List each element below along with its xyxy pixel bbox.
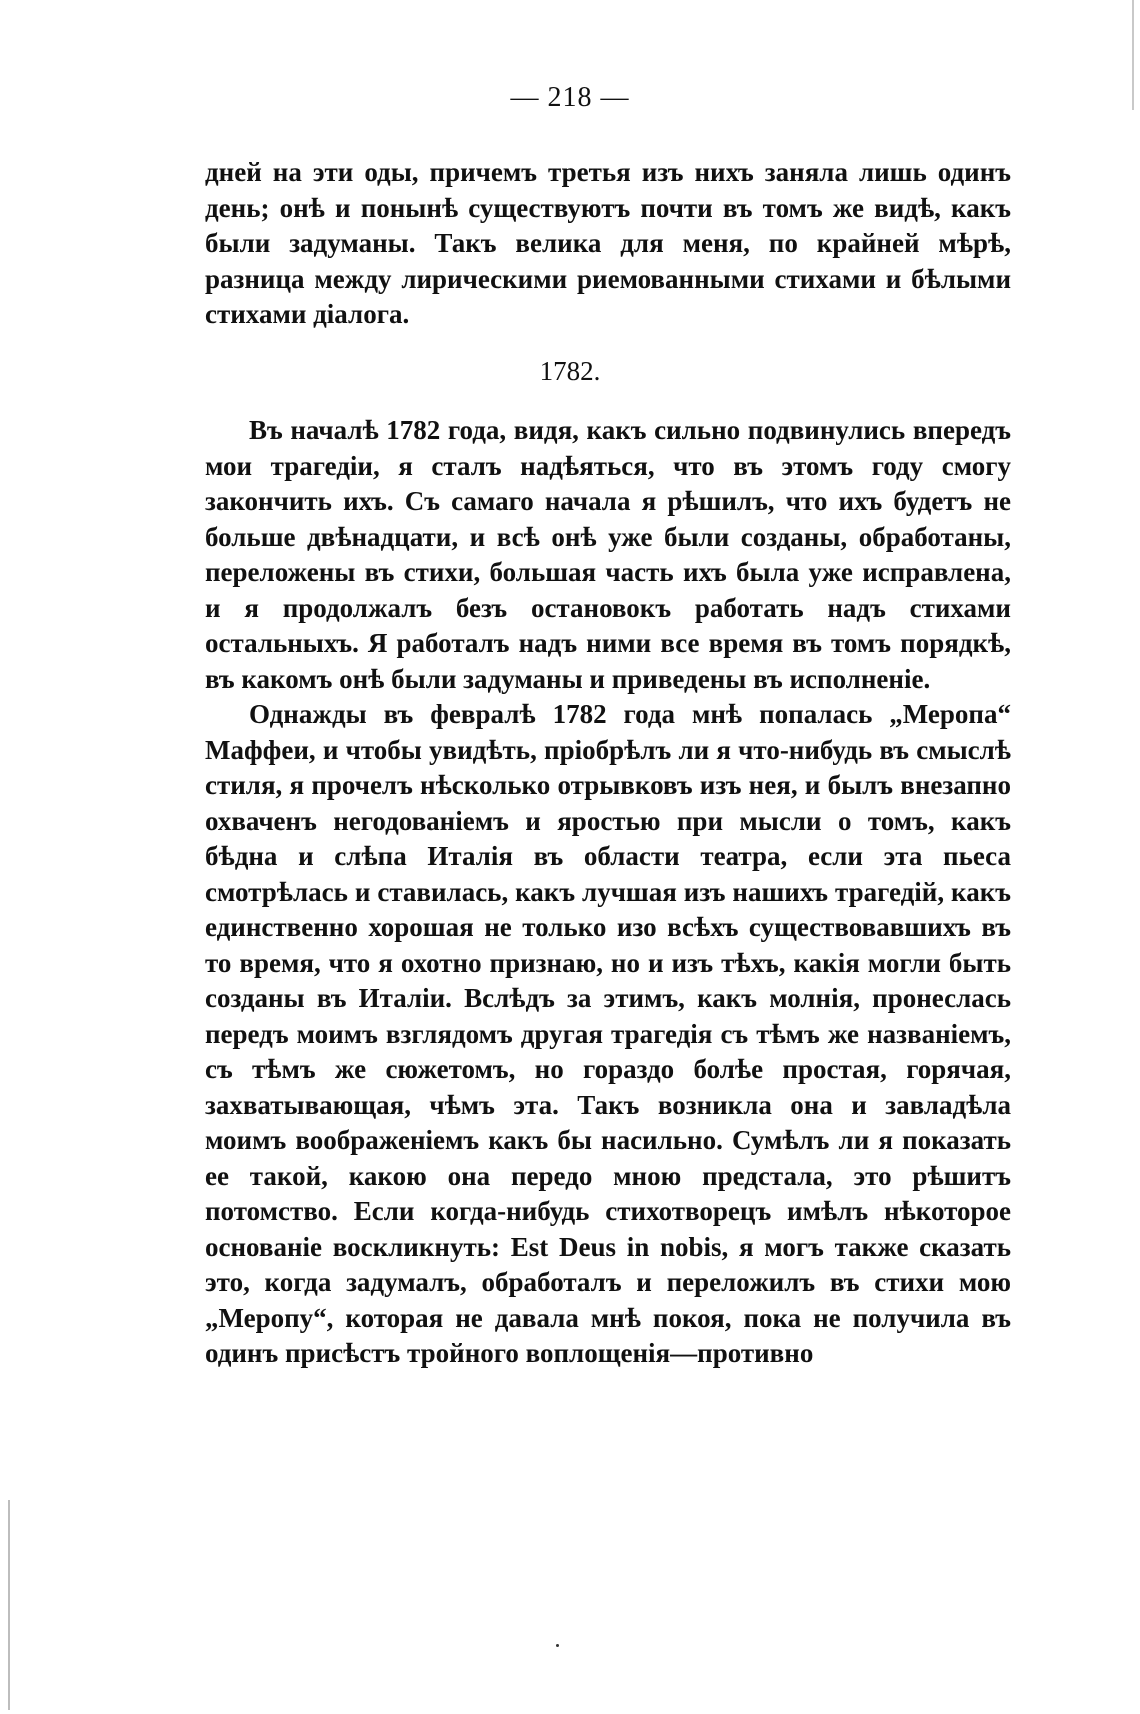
scan-speck — [556, 1644, 559, 1647]
scan-edge-line-left — [8, 1500, 10, 1710]
year-heading: 1782. — [539, 356, 601, 386]
main-text-block — [205, 413, 1011, 1372]
continued-paragraph: дней на эти оды, причемъ третья изъ нихъ заняла лишь одинъ день; онѣ и понынѣ существуютъ почти въ томъ же видѣ, какъ были задуманы. Такъ велика для меня, по крайней мѣрѣ, разница между лирическими риемованными стихами и бѣлыми стихами діалога. — [205, 157, 1011, 329]
paragraph-1: Въ началѣ 1782 года, видя, какъ сильно подвинулись впередъ мои трагедіи, я сталъ надѣяться, что въ этомъ году смогу закончить ихъ. Съ самаго начала я рѣшилъ, что ихъ будетъ не больше двѣнадцати, и всѣ онѣ уже были созданы, обработаны, переложены въ стихи, большая часть ихъ была уже исправлена, и я продолжалъ безъ остановокъ работать надъ стихами остальныхъ. Я работалъ надъ ними все время въ томъ порядкѣ, въ какомъ онѣ были задуманы и приведены въ исполненіе. — [205, 415, 1011, 694]
paragraph-2: Однажды въ февралѣ 1782 года мнѣ попалась „Меропа“ Маффеи, и чтобы увидѣть, пріобрѣлъ ли я что-нибудь въ смыслѣ стиля, я прочелъ нѣсколько отрывковъ изъ нея, и былъ внезапно охваченъ негодованіемъ и яростью при мысли о томъ, какъ бѣдна и слѣпа Италія въ области театра, если эта пьеса смотрѣлась и ставилась, какъ лучшая изъ нашихъ трагедій, какъ единственно хорошая не только изо всѣхъ существовавшихъ въ то время, что я охотно признаю, но и изъ тѣхъ, какія могли быть созданы въ Италіи. Вслѣдъ за этимъ, какъ молнія, пронеслась передъ моимъ взглядомъ другая трагедія съ тѣмъ же названіемъ, съ тѣмъ же сюжетомъ, но гораздо болѣе простая, горячая, захватывающая, чѣмъ эта. Такъ возникла она и завладѣла моимъ воображеніемъ какъ бы насильно. Сумѣлъ ли я показать ее такой, какою она передо мною предстала, это рѣшитъ потомство. Если когда-нибудь стихотворецъ имѣлъ нѣкоторое основаніе воскликнуть: Est Deus in nobis, я могъ также сказать это, когда задумалъ, обработалъ и переложилъ въ стихи мою „Меропу“, которая не давала мнѣ покоя, пока не получила въ одинъ присѣстъ тройного воплощенія—противно — [205, 699, 1011, 1368]
page-number: — 218 — — [510, 82, 630, 113]
continued-paragraph-block — [205, 155, 1011, 333]
